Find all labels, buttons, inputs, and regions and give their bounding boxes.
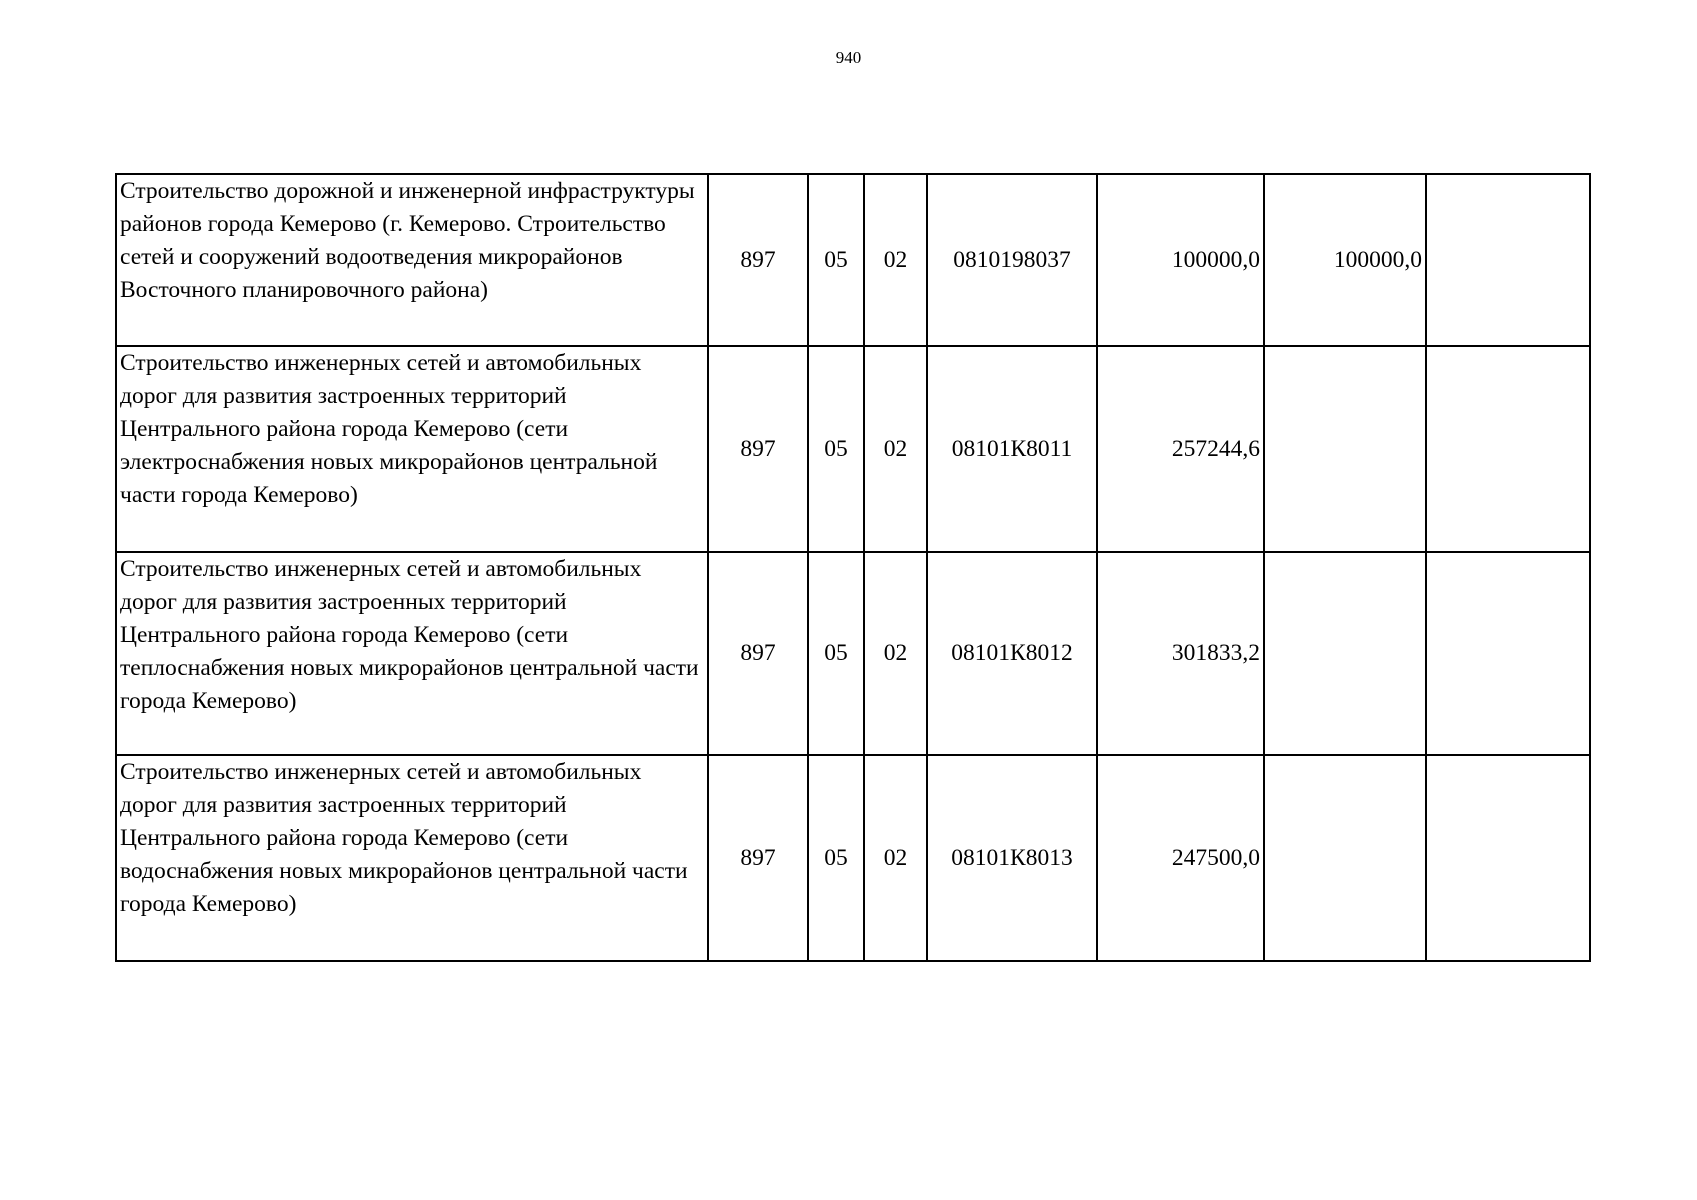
target-code-cell: 08101К8012 <box>927 552 1097 755</box>
amount-1-cell: 247500,0 <box>1097 755 1264 961</box>
ministry-code-cell: 897 <box>708 174 808 346</box>
target-code-cell: 08101К8013 <box>927 755 1097 961</box>
subsection-code-cell: 02 <box>864 552 927 755</box>
amount-2-cell <box>1264 755 1426 961</box>
amount-3-cell <box>1426 755 1590 961</box>
ministry-code-cell: 897 <box>708 346 808 552</box>
table-row <box>116 755 1590 961</box>
row-name-cell: Строительство дорожной и инженерной инфраструктуры районов города Кемерово (г. Кемерово. Строительство сетей и сооружений водоотведения микрорайонов Восточного планировочного района) <box>116 174 708 346</box>
section-code-cell: 05 <box>808 174 864 346</box>
target-code-cell: 0810198037 <box>927 174 1097 346</box>
budget-table <box>115 173 1591 962</box>
amount-3-cell <box>1426 346 1590 552</box>
section-code-cell: 05 <box>808 755 864 961</box>
table-row <box>116 552 1590 755</box>
amount-3-cell <box>1426 174 1590 346</box>
amount-1-cell: 257244,6 <box>1097 346 1264 552</box>
amount-3-cell <box>1426 552 1590 755</box>
table-row <box>116 174 1590 346</box>
section-code-cell: 05 <box>808 346 864 552</box>
amount-1-cell: 100000,0 <box>1097 174 1264 346</box>
target-code-cell: 08101К8011 <box>927 346 1097 552</box>
subsection-code-cell: 02 <box>864 346 927 552</box>
section-code-cell: 05 <box>808 552 864 755</box>
amount-2-cell: 100000,0 <box>1264 174 1426 346</box>
amount-2-cell <box>1264 346 1426 552</box>
subsection-code-cell: 02 <box>864 755 927 961</box>
amount-1-cell: 301833,2 <box>1097 552 1264 755</box>
row-name-cell: Строительство инженерных сетей и автомобильных дорог для развития застроенных территорий Центрального района города Кемерово (сети водоснабжения новых микрорайонов центральной части города Кемерово) <box>116 755 708 961</box>
table-row <box>116 346 1590 552</box>
ministry-code-cell: 897 <box>708 755 808 961</box>
page-number: 940 <box>835 48 862 67</box>
row-name-cell: Строительство инженерных сетей и автомобильных дорог для развития застроенных территорий Центрального района города Кемерово (сети электроснабжения новых микрорайонов центральной части города Кемерово) <box>116 346 708 552</box>
ministry-code-cell: 897 <box>708 552 808 755</box>
subsection-code-cell: 02 <box>864 174 927 346</box>
row-name-cell: Строительство инженерных сетей и автомобильных дорог для развития застроенных территорий Центрального района города Кемерово (сети теплоснабжения новых микрорайонов центральной части города Кемерово) <box>116 552 708 755</box>
amount-2-cell <box>1264 552 1426 755</box>
